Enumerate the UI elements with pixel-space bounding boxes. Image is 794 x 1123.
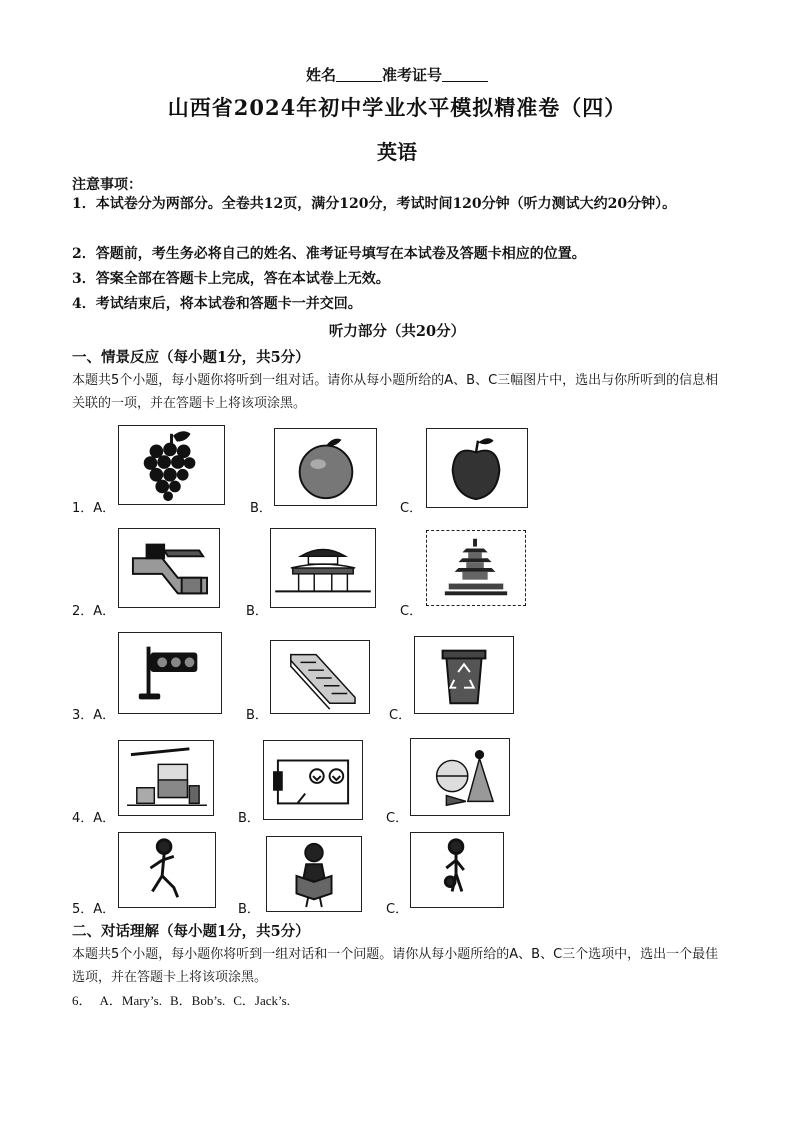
id-blank[interactable]	[442, 67, 488, 82]
name-label: 姓名	[305, 66, 336, 84]
reading-girl-icon[interactable]	[266, 836, 362, 912]
q1-label-a: 1．A．	[72, 501, 116, 516]
q4-label-a: 4．A．	[72, 811, 116, 826]
question-6	[72, 990, 298, 1009]
section2-instruction: 本题共5个小题，每小题你将听到一组对话和一个问题。请你从每小题所给的A、B、C三个选项中，选出一个最佳选项，并在答题卡上将该项涂黑。	[72, 947, 719, 985]
notes-heading: 注意事项：	[72, 177, 142, 193]
note-3: 3．答案全部在答题卡上完成，答在本试卷上无效。	[72, 271, 390, 287]
q4-label-c: C．	[386, 811, 409, 826]
q2-label-b: B．	[246, 604, 268, 619]
geometry-icon[interactable]	[410, 738, 510, 816]
pagoda-icon[interactable]	[426, 530, 526, 606]
id-label: 准考证号	[382, 66, 443, 84]
q3-label-c: C．	[389, 708, 412, 723]
staircase-icon[interactable]	[270, 640, 370, 714]
q5-label-b: B．	[238, 902, 260, 917]
name-id-line	[0, 64, 794, 85]
section1-instruction: 本题共5个小题，每小题你将听到一组对话。请你从每小题所给的A、B、C三幅图片中，选出与你所听到的信息相关联的一项，并在答题卡上将该项涂黑。	[72, 373, 719, 411]
q6-number: 6．	[72, 993, 92, 1008]
q1-label-c: C．	[400, 501, 423, 516]
chemistry-icon[interactable]	[118, 740, 214, 816]
q6-option-a[interactable]: A．Mary’s.	[99, 993, 162, 1008]
traffic-light-icon[interactable]	[118, 632, 222, 714]
q3-label-a: 3．A．	[72, 708, 116, 723]
grapes-icon[interactable]	[118, 425, 225, 505]
subject-title: 英语	[377, 140, 417, 164]
note-1: 1．本试卷分为两部分。全卷共12页，满分120分，考试时间120分钟（听力测试大约20分钟）。	[72, 196, 677, 212]
q3-label-b: B．	[246, 708, 268, 723]
q2-label-c: C．	[400, 604, 423, 619]
q6-option-c[interactable]: C．Jack’s.	[233, 993, 290, 1008]
great-wall-icon[interactable]	[118, 528, 220, 608]
temple-gate-icon[interactable]	[270, 528, 376, 608]
name-blank[interactable]	[336, 67, 382, 82]
exam-title: 山西省2024年初中学业水平模拟精准卷（四）	[167, 95, 627, 120]
q2-label-a: 2．A．	[72, 604, 116, 619]
running-boy-icon[interactable]	[118, 832, 216, 908]
q6-option-b[interactable]: B．Bob’s.	[169, 993, 226, 1008]
q5-label-c: C．	[386, 902, 409, 917]
section2-heading: 二、对话理解（每小题1分，共5分）	[72, 923, 310, 940]
orange-icon[interactable]	[274, 428, 377, 506]
q5-label-a: 5．A．	[72, 902, 116, 917]
section1-heading: 一、情景反应（每小题1分，共5分）	[72, 349, 310, 366]
apple-icon[interactable]	[426, 428, 528, 508]
note-2: 2．答题前，考生务必将自己的姓名、准考证号填写在本试卷及答题卡相应的位置。	[72, 246, 586, 262]
circuit-icon[interactable]	[263, 740, 363, 820]
note-4: 4．考试结束后，将本试卷和答题卡一并交回。	[72, 296, 362, 312]
q4-label-b: B．	[238, 811, 260, 826]
basketball-girl-icon[interactable]	[410, 832, 504, 908]
listening-heading: 听力部分（共20分）	[328, 323, 466, 340]
q1-label-b: B．	[250, 501, 272, 516]
recycle-bin-icon[interactable]	[414, 636, 514, 714]
